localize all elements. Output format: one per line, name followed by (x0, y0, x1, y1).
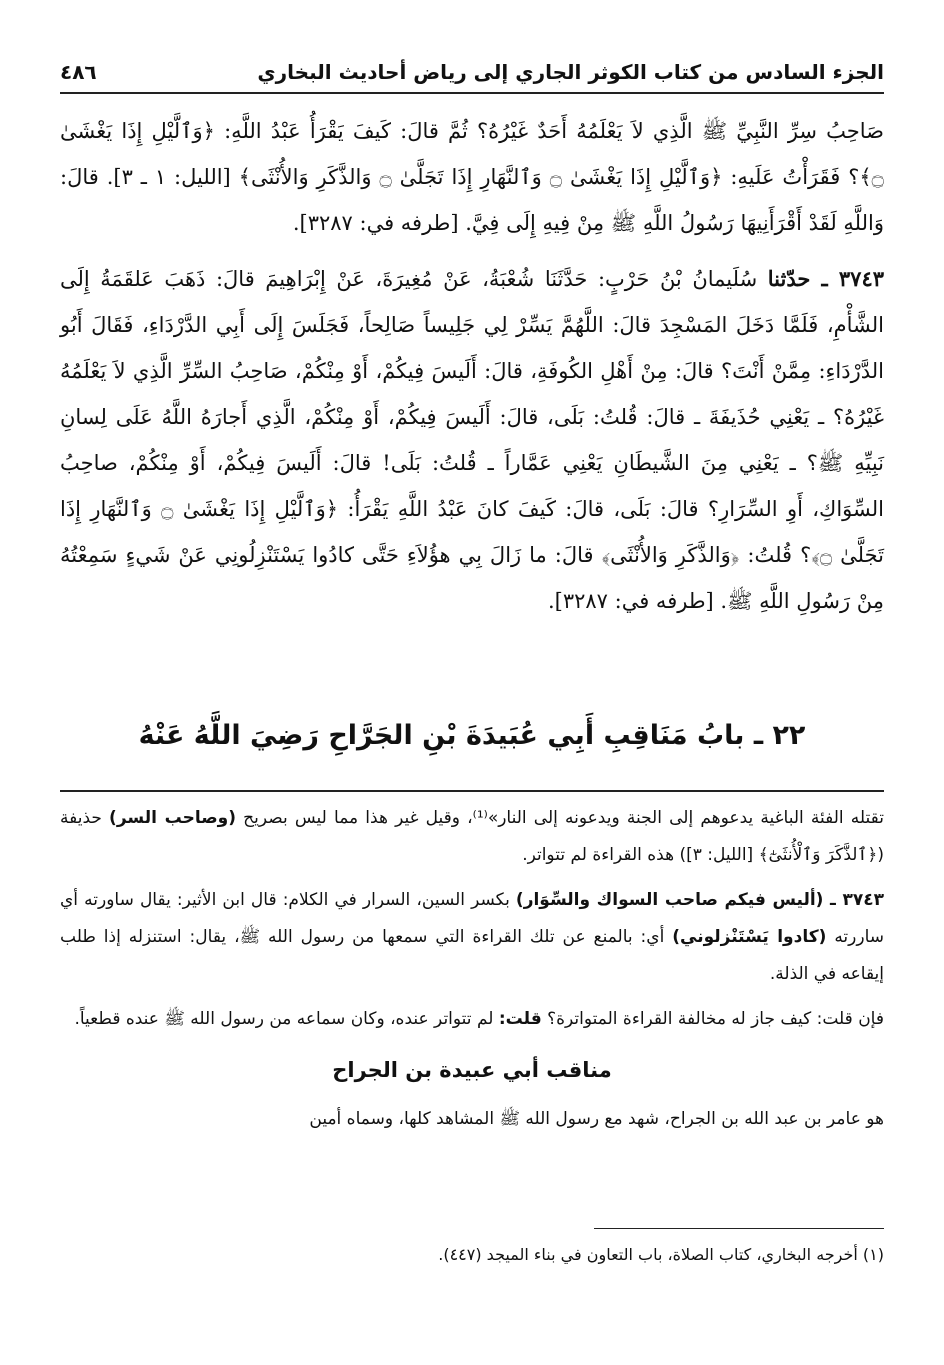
commentary-section (60, 800, 884, 1146)
commentary-divider (60, 790, 884, 792)
footnote: (١) أخرجه البخاري، كتاب الصلاة، باب التعاون في بناء الميجد (٤٤٧). (438, 1245, 884, 1264)
commentary-bold: (وصاحب السر) (109, 808, 236, 828)
commentary-paragraph (60, 882, 884, 993)
commentary-bold: (كادوا يَسْتَنْزلوني) (672, 927, 827, 947)
chapter-title: ٢٢ ـ بابُ مَنَاقِبِ أَبِي عُبَيدَةَ بْنِ الجَرَّاحِ رَضِيَ اللَّهُ عَنْهُ (138, 720, 806, 751)
commentary-text: فإن قلت: كيف جاز له مخالفة القراءة المتواترة؟ (541, 1009, 884, 1029)
hadith-paragraph (60, 108, 884, 246)
commentary-text: أي: بالمنع عن تلك القراءة التي سمعها من رسول الله ﷺ، يقال: استنزله إذا طلب إيقاعه في الذلة. (60, 927, 884, 984)
commentary-paragraph (60, 1101, 884, 1138)
running-header (60, 52, 884, 92)
commentary-bold: قلت: (498, 1009, 542, 1029)
footnote-divider (594, 1228, 884, 1229)
commentary-paragraph (60, 800, 884, 874)
hadith-text (60, 108, 884, 634)
hadith-number: ٣٧٤٣ ـ حدّثنا (767, 266, 885, 291)
section-subtitle: مناقب أبي عبيدة بن الجراح (332, 1058, 612, 1082)
commentary-text: حذيفة (﴿ٱلذَّكَرَ وَٱلْأُنثَىٰٓ﴾ [الليل: ٣]) هذه القراءة لم تتواتر. (60, 808, 884, 865)
header-divider (60, 92, 884, 94)
commentary-text: لم تتواتر عنده، وكان سماعه من رسول الله ﷺ عنده قطعياً. (74, 1009, 499, 1029)
commentary-paragraph (60, 1001, 884, 1038)
commentary-bold: ٣٧٤٣ ـ (أليس فيكم صاحب السواك والسِّوَار) (515, 890, 885, 910)
paragraph-text: صَاحِبُ سِرِّ النَّبِيِّ ﷺ الَّذِي لاَ يَعْلَمُهُ أَحَدٌ غَيْرُهُ؟ ثُمَّ قالَ: كَيفَ يَقْرَأُ عَبْدُ اللَّهِ: ﴿وَٱلَّيْلِ إِذَا يَغْشَىٰ ۝﴾؟ فَقَرَأْتُ عَلَيهِ: ﴿وَٱلَّيْلِ إِذَا يَغْشَىٰ ۝ وَٱلنَّهَارِ إِذَا تَجَلَّىٰ ۝ وَالذَّكَرِ وَالأُنْثَى﴾ [الليل: ١ ـ ٣]. قالَ: وَاللَّهِ لَقَدْ أَقْرَأَنِيهَا رَسُولُ اللَّهِ ﷺ مِنْ فِيهِ إِلَى فِيَّ. [طرفه في: ٣٢٨٧]. (60, 119, 884, 235)
page-number: ٤٨٦ (60, 60, 97, 84)
book-page (60, 0, 884, 1365)
running-title: الجزء السادس من كتاب الكوثر الجاري إلى رياض أحاديث البخاري (257, 60, 884, 84)
paragraph-text: سُلَيمانُ بْنُ حَرْبٍ: حَدَّثَنَا شُعْبَةُ، عَنْ مُغِيرَةَ، عَنْ إِبْرَاهِيمَ قالَ: ذَهَبَ عَلقَمَةُ إِلَى الشَّأْمِ، فَلَمَّا دَخَلَ المَسْجِدَ قالَ: اللَّهُمَّ يَسِّرْ لِي جَلِيساً صَالِحاً، فَجَلَسَ إِلَى أَبِي الدَّرْدَاءِ، فَقَالَ أَبُو الدَّرْدَاءِ: مِمَّنْ أَنْتَ؟ قالَ: مِنْ أَهْلِ الكُوفَةِ، قالَ: أَلَيسَ فِيكُمْ، أَوْ مِنْكُمْ، صَاحِبُ السِّرِّ الَّذِي لاَ يَعْلَمُهُ غَيْرُهُ؟ ـ يَعْنِي حُذَيفَةَ ـ قالَ: قُلتُ: بَلَى، قالَ: أَلَيسَ فِيكُمْ، أَوْ مِنْكُمْ، الَّذِي أَجارَهُ اللَّهُ عَلَى لِسانِ نَبِيِّهِ ﷺ؟ ـ يَعْنِي مِنَ الشَّيطَانِ يَعْنِي عَمَّاراً ـ قُلتُ: بَلَى! قالَ: أَلَيسَ فِيكُمْ، أَوْ مِنْكُمْ، صاحِبُ السِّوَاكِ، أَوِ السِّرَارِ؟ قالَ: بَلَى، قالَ: كَيفَ كانَ عَبْدُ اللَّهِ يَقْرَأُ: ﴿وَٱلَّيْلِ إِذَا يَغْشَىٰ ۝ وَٱلنَّهَارِ إِذَا تَجَلَّىٰ ۝﴾؟ قُلتُ: ﴿وَالذَّكَرِ وَالأُنْثَى﴾ قالَ: ما زَالَ بِي هؤُلاَءِ حَتَّى كادُوا يَسْتَنْزِلُونِي عَنْ شَيءٍ سَمِعْتُهُ مِنْ رَسُولِ اللَّهِ ﷺ. [طرفه في: ٣٢٨٧]. (60, 267, 884, 613)
hadith-paragraph (60, 256, 884, 624)
commentary-text: هو عامر بن عبد الله بن الجراح، شهد مع رسول الله ﷺ المشاهد كلها، وسماه أمين (309, 1109, 884, 1129)
commentary-text: تقتله الفئة الباغية يدعوهم إلى الجنة ويدعونه إلى النار»⁽¹⁾، وقيل غير هذا مما ليس بصريح (243, 808, 885, 828)
commentary-text: بكسر السين، السرار في الكلام: قال ابن الأثير: يقال ساورته أي ساررته (60, 890, 885, 947)
